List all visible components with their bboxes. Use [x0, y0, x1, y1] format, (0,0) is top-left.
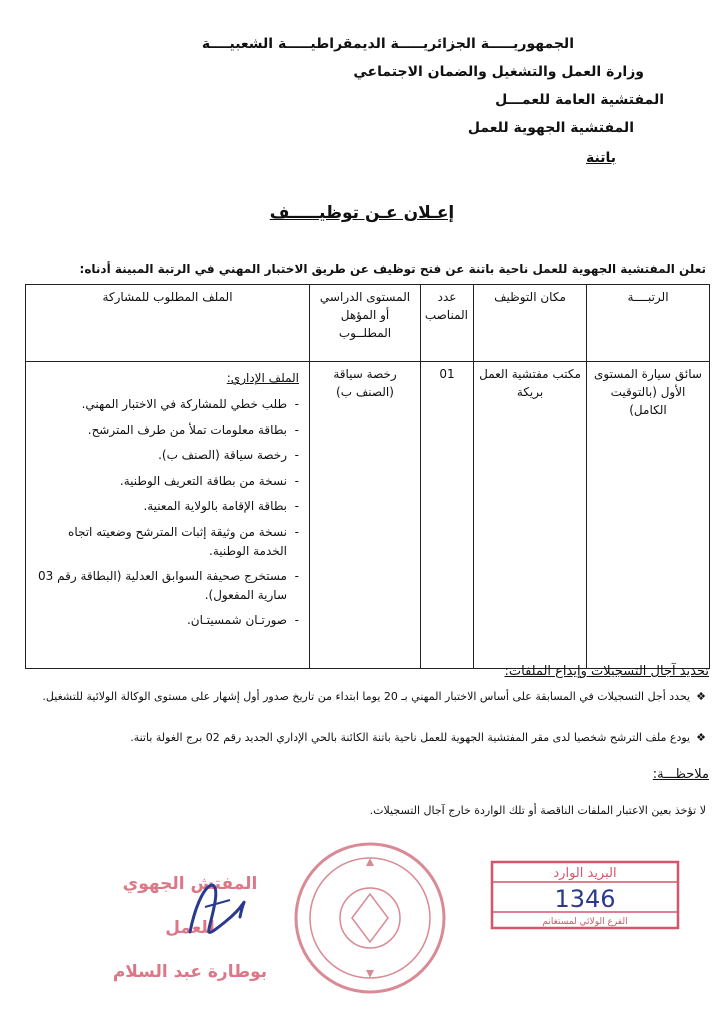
- deadline-item: [16, 690, 706, 703]
- header-level: المستوى الدراسي أو المؤهل المطلــوب: [310, 285, 421, 362]
- list-item: - بطاقة الإقامة بالولاية المعنية.: [31, 497, 299, 516]
- deadline-text: يودع ملف الترشح شخصيا لدى مقر المفتشية الجهوية للعمل ناحية باتنة الكائنة بالحي الإداري الجديد رقم 02 برج الغولة باتنة.: [130, 731, 691, 744]
- list-item: - نسخة من بطاقة التعريف الوطنية.: [31, 472, 299, 491]
- signature-name: بوطارة عبد السلام: [112, 962, 268, 983]
- diamond-bullet-icon: ❖: [696, 690, 706, 703]
- deadlines-title: تحديد آجال التسجيلات وإيداع الملفات:: [504, 664, 709, 679]
- list-item: - بطاقة معلومات تملأ من طرف المترشح.: [31, 421, 299, 440]
- header-rank: الرتبــــة: [587, 285, 710, 362]
- cell-rank: سائق سيارة المستوى الأول (بالتوقيت الكامل): [587, 362, 710, 669]
- list-item: - صورتـان شمسيتـان.: [31, 611, 299, 630]
- stamp-number: 1346: [554, 885, 616, 913]
- list-item: - مستخرج صحيفة السوابق العدلية (البطاقة رقم 03 سارية المفعول).: [31, 567, 299, 604]
- city-name: باتنة: [586, 150, 616, 166]
- table-header-row: [26, 285, 710, 362]
- stamp-top-text: البريد الوارد: [553, 866, 617, 881]
- signature-title: المفتش الجهوي للعمل: [122, 874, 258, 939]
- diamond-bullet-icon: ❖: [696, 731, 706, 744]
- list-item: - طلب خطي للمشاركة في الاختبار المهني.: [31, 395, 299, 414]
- regional-inspectorate: المفتشية الجهوية للعمل: [467, 120, 634, 136]
- docs-title: الملف الإداري:: [226, 371, 299, 385]
- list-item: - نسخة من وثيقة إثبات المترشح وضعيته اتجاه الخدمة الوطنية.: [31, 523, 299, 560]
- official-seal-icon: [290, 838, 450, 998]
- announcement-intro: تعلن المفتشية الجهوية للعمل ناحية باتنة عن فتح توظيف عن طريق الاختبار المهني في الرتبة المبينة أدناه:: [79, 262, 706, 276]
- jobs-table: [25, 284, 710, 669]
- mail-received-stamp-icon: [490, 860, 680, 930]
- cell-place: مكتب مفتشية العمل بريكة: [474, 362, 587, 669]
- list-item: - رخصة سياقة (الصنف ب).: [31, 446, 299, 465]
- table-row: [26, 362, 710, 669]
- deadline-item: [16, 731, 706, 744]
- remarks-text: لا تؤخذ بعين الاعتبار الملفات الناقصة أو تلك الواردة خارج آجال التسجيلات.: [369, 804, 706, 817]
- general-inspectorate: المفتشية العامة للعمـــل: [495, 92, 664, 108]
- announcement-title: إعـلان عـن توظيـــــف: [269, 203, 455, 223]
- header-docs: الملف المطلوب للمشاركة: [26, 285, 310, 362]
- cell-count: 01: [421, 362, 474, 669]
- remarks-title: ملاحظـــة:: [652, 767, 709, 782]
- ministry-name: وزارة العمل والتشغيل والضمان الاجتماعي: [353, 64, 644, 80]
- header-count: عدد المناصب: [421, 285, 474, 362]
- cell-docs: [26, 362, 310, 669]
- handwritten-signature-icon: [170, 862, 260, 952]
- stamp-bottom-text: الفرع الولائي لمستغانم: [542, 917, 628, 927]
- cell-level: رخصة سياقة (الصنف ب): [310, 362, 421, 669]
- docs-list: [31, 395, 299, 630]
- header-place: مكان التوظيف: [474, 285, 587, 362]
- deadline-text: يحدد أجل التسجيلات في المسابقة على أساس الاختبار المهني بـ 20 يوما ابتداء من تاريخ صدور أول إشهار على مستوى الوكالة الولائية للتشغيل.: [42, 690, 691, 703]
- republic-name: الجمهوريـــــة الجزائريـــــة الديمقراطيـــــة الشعبيــــة: [201, 36, 574, 52]
